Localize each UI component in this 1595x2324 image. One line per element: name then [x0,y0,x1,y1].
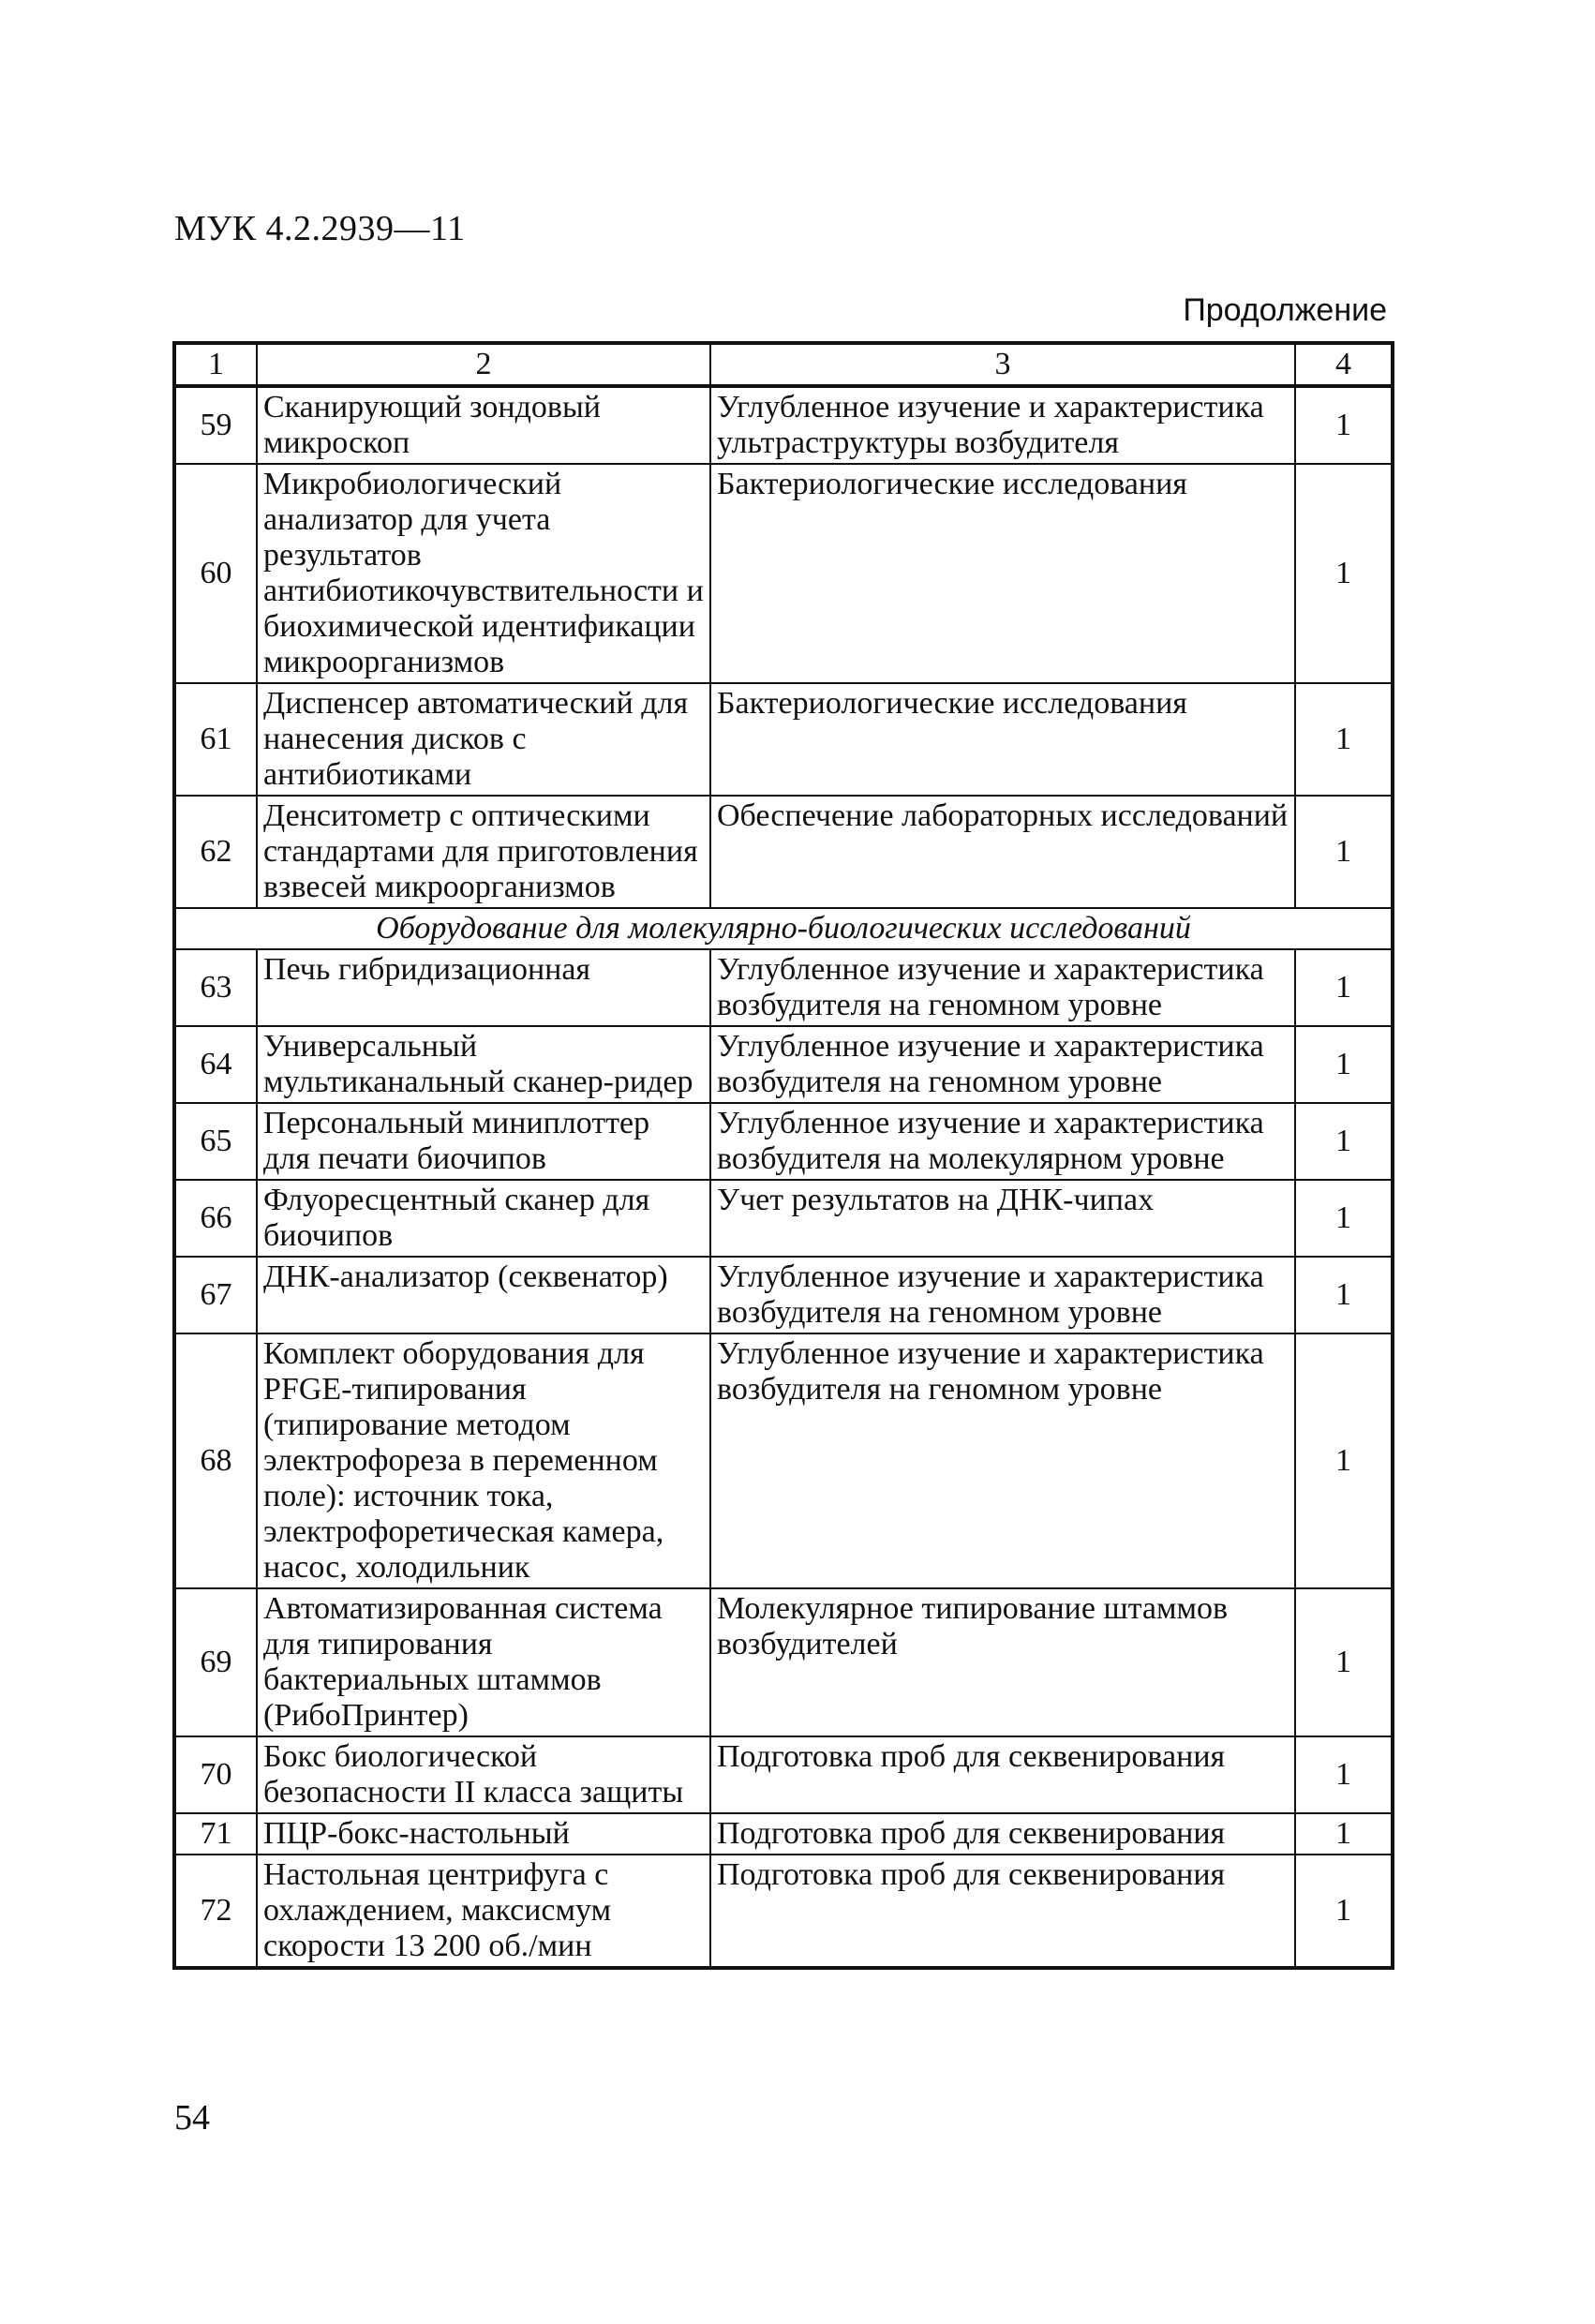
equipment-table [172,341,1394,1970]
row-number: 69 [174,1588,257,1736]
table-row [174,1736,1393,1813]
column-header: 3 [710,343,1295,386]
equipment-name: Персональный миниплоттер для печати биочипов [257,1103,710,1180]
section-row [174,908,1393,949]
table-row [174,1588,1393,1736]
table-row [174,1026,1393,1103]
row-number: 65 [174,1103,257,1180]
equipment-purpose: Углубленное изучение и характеристика возбудителя на геномном уровне [710,1026,1295,1103]
equipment-name: Диспенсер автоматический для нанесения дисков с антибиотиками [257,683,710,796]
equipment-name: Печь гибридизационная [257,949,710,1026]
equipment-name: Бокс биологической безопасности II класса защиты [257,1736,710,1813]
equipment-name: Флуоресцентный сканер для биочипов [257,1180,710,1257]
equipment-name: ПЦР-бокс-настольный [257,1813,710,1855]
equipment-purpose: Бактериологические исследования [710,683,1295,796]
column-header: 2 [257,343,710,386]
table-row [174,683,1393,796]
equipment-quantity: 1 [1295,1736,1393,1813]
equipment-quantity: 1 [1295,1855,1393,1968]
row-number: 62 [174,796,257,908]
row-number: 66 [174,1180,257,1257]
table-row [174,1813,1393,1855]
equipment-purpose: Углубленное изучение и характеристика возбудителя на молекулярном уровне [710,1103,1295,1180]
row-number: 63 [174,949,257,1026]
equipment-name: Микробиологический анализатор для учета результатов антибиотикочувствительности и биохимической идентификации микроорганизмов [257,464,710,683]
equipment-quantity: 1 [1295,386,1393,464]
equipment-purpose: Обеспечение лабораторных исследований [710,796,1295,908]
equipment-name: Денситометр с оптическими стандартами для приготовления взвесей микроорганизмов [257,796,710,908]
equipment-quantity: 1 [1295,1588,1393,1736]
equipment-name: Универсальный мультиканальный сканер-ридер [257,1026,710,1103]
equipment-name: Настольная центрифуга с охлаждением, максисмум скорости 13 200 об./мин [257,1855,710,1968]
table-row [174,386,1393,464]
row-number: 64 [174,1026,257,1103]
equipment-purpose: Подготовка проб для секвенирования [710,1855,1295,1968]
equipment-purpose: Углубленное изучение и характеристика ультраструктуры возбудителя [710,386,1295,464]
table-row [174,1257,1393,1333]
table-row [174,796,1393,908]
table-row [174,949,1393,1026]
equipment-name: Комплект оборудования для PFGE-типирования (типирование методом электрофореза в переменном поле): источник тока, электрофоретическая камера, насос, холодильник [257,1333,710,1588]
table-body-molecular [174,949,1393,1968]
page-number: 54 [174,2098,210,2138]
column-header: 1 [174,343,257,386]
equipment-quantity: 1 [1295,1333,1393,1588]
table-row [174,1855,1393,1968]
equipment-purpose: Учет результатов на ДНК-чипах [710,1180,1295,1257]
row-number: 60 [174,464,257,683]
equipment-name: Сканирующий зондовый микроскоп [257,386,710,464]
table-row [174,1103,1393,1180]
equipment-purpose: Подготовка проб для секвенирования [710,1736,1295,1813]
equipment-purpose: Углубленное изучение и характеристика возбудителя на геномном уровне [710,949,1295,1026]
row-number: 72 [174,1855,257,1968]
equipment-quantity: 1 [1295,464,1393,683]
row-number: 68 [174,1333,257,1588]
table-header-row [174,343,1393,386]
column-header: 4 [1295,343,1393,386]
row-number: 61 [174,683,257,796]
equipment-purpose: Бактериологические исследования [710,464,1295,683]
section-title: Оборудование для молекулярно-биологических исследований [174,908,1393,949]
table-section [174,908,1393,949]
equipment-purpose: Углубленное изучение и характеристика возбудителя на геномном уровне [710,1333,1295,1588]
continuation-label: Продолжение [1183,292,1387,328]
equipment-quantity: 1 [1295,949,1393,1026]
table-row [174,1333,1393,1588]
equipment-name: ДНК-анализатор (секвенатор) [257,1257,710,1333]
equipment-purpose: Молекулярное типирование штаммов возбудителей [710,1588,1295,1736]
row-number: 67 [174,1257,257,1333]
document-code: МУК 4.2.2939—11 [174,209,466,248]
equipment-quantity: 1 [1295,1026,1393,1103]
equipment-quantity: 1 [1295,1103,1393,1180]
equipment-quantity: 1 [1295,683,1393,796]
equipment-quantity: 1 [1295,1257,1393,1333]
table-body-general [174,386,1393,908]
equipment-quantity: 1 [1295,1813,1393,1855]
equipment-name: Автоматизированная система для типирования бактериальных штаммов (РибоПринтер) [257,1588,710,1736]
row-number: 59 [174,386,257,464]
equipment-quantity: 1 [1295,1180,1393,1257]
row-number: 71 [174,1813,257,1855]
row-number: 70 [174,1736,257,1813]
equipment-purpose: Углубленное изучение и характеристика возбудителя на геномном уровне [710,1257,1295,1333]
table-row [174,1180,1393,1257]
table-row [174,464,1393,683]
equipment-quantity: 1 [1295,796,1393,908]
equipment-purpose: Подготовка проб для секвенирования [710,1813,1295,1855]
